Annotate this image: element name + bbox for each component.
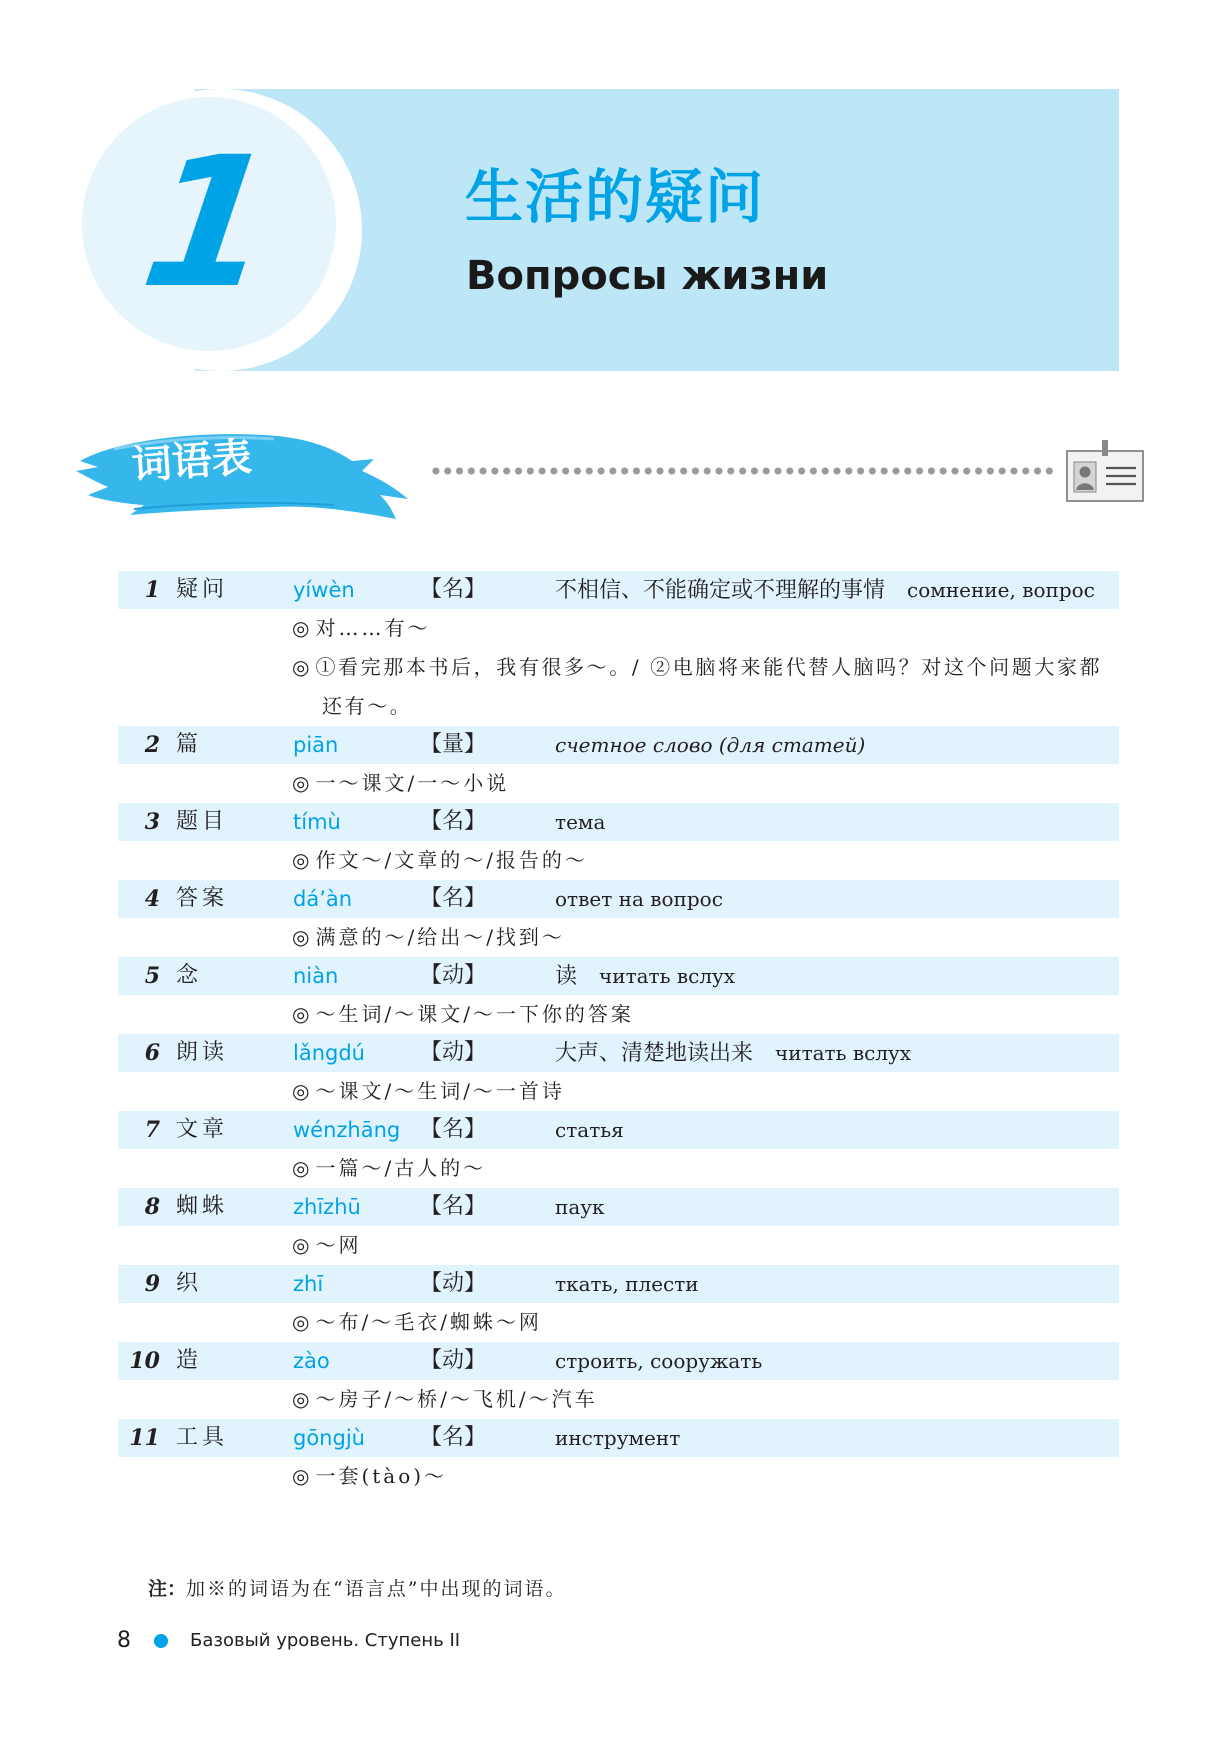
vocab-entry [118, 1188, 1119, 1226]
example-marker: ◎ [292, 925, 310, 949]
entry-example [118, 609, 1119, 648]
entry-definition [555, 571, 1095, 610]
entry-number: 1 [144, 577, 160, 603]
entry-part-of-speech: 【动】 [420, 1348, 487, 1373]
entry-pinyin: dá’àn [293, 887, 353, 911]
entry-number: 2 [144, 732, 160, 758]
vocab-entry [118, 803, 1119, 841]
entry-word: 篇 [176, 732, 203, 757]
entry-part-of-speech: 【名】 [420, 1194, 487, 1219]
vocab-entry [118, 1034, 1119, 1072]
vocab-entry [118, 726, 1119, 764]
entry-pinyin: zhī [293, 1272, 324, 1296]
entry-example [118, 764, 1119, 803]
entry-number: 6 [144, 1040, 160, 1066]
entry-number: 9 [144, 1271, 160, 1297]
example-marker: ◎ [292, 1387, 310, 1411]
entry-number: 8 [144, 1194, 160, 1220]
entry-number: 4 [144, 886, 160, 912]
entry-pinyin: zhīzhū [293, 1195, 361, 1219]
entry-definition-ru: строить, сооружать [555, 1349, 763, 1373]
example-text: 一套(tào)～ [315, 1464, 448, 1488]
example-text: ～课文/～生词/～一首诗 [315, 1079, 565, 1103]
entry-definition-ru: читать вслух [775, 1041, 912, 1065]
entry-example [118, 1380, 1119, 1419]
entry-example [118, 1226, 1119, 1265]
entry-word: 文章 [176, 1117, 229, 1142]
entry-example [118, 648, 1112, 726]
example-marker: ◎ [292, 616, 310, 640]
entry-definition-ru: паук [555, 1195, 605, 1219]
entry-pinyin: gōngjù [293, 1426, 365, 1450]
entry-definition-ru: ответ на вопрос [555, 887, 723, 911]
example-text: ～房子/～桥/～飞机/～汽车 [315, 1387, 598, 1411]
example-marker: ◎ [292, 1233, 310, 1257]
vocab-entry [118, 1111, 1119, 1149]
example-marker: ◎ [292, 1156, 310, 1180]
entry-part-of-speech: 【动】 [420, 1040, 487, 1065]
entry-word: 造 [176, 1348, 203, 1373]
entry-definition-zh: 读 [555, 964, 578, 989]
entry-part-of-speech: 【动】 [420, 1271, 487, 1296]
example-text: ～网 [315, 1233, 362, 1257]
vocab-entry [118, 957, 1119, 995]
entry-part-of-speech: 【动】 [420, 963, 487, 988]
entry-definition-ru: ткать, плести [555, 1272, 699, 1296]
example-text: 作文～/文章的～/报告的～ [315, 848, 588, 872]
entry-part-of-speech: 【名】 [420, 809, 487, 834]
example-marker: ◎ [292, 848, 310, 872]
entry-part-of-speech: 【名】 [420, 886, 487, 911]
entry-part-of-speech: 【名】 [420, 1425, 487, 1450]
entry-definition [555, 1034, 911, 1073]
vocab-entry [118, 1342, 1119, 1380]
dotted-divider [430, 466, 1054, 476]
entry-definition-ru: счетное слово (для статей) [555, 733, 866, 757]
entry-part-of-speech: 【名】 [420, 1117, 487, 1142]
entry-word: 朗读 [176, 1040, 229, 1065]
vocab-entry [118, 880, 1119, 918]
entry-word: 蜘蛛 [176, 1194, 229, 1219]
entry-part-of-speech: 【量】 [420, 732, 487, 757]
example-text: 一～课文/一～小说 [315, 771, 510, 795]
example-marker: ◎ [292, 771, 310, 795]
id-card-icon [1066, 440, 1144, 502]
example-marker: ◎ [292, 655, 310, 679]
entry-example [118, 1457, 1119, 1496]
entry-number: 11 [129, 1425, 160, 1451]
chapter-number: 1 [131, 119, 287, 328]
entry-number: 5 [144, 963, 160, 989]
entry-word: 疑问 [176, 577, 229, 602]
entry-pinyin: tímù [293, 810, 341, 834]
example-text: ①看完那本书后，我有很多～。/ ②电脑将来能代替人脑吗？对这个问题大家都还有～。 [315, 655, 1103, 718]
vocabulary-list [118, 571, 1119, 1496]
entry-definition [555, 957, 735, 996]
example-marker: ◎ [292, 1310, 310, 1334]
entry-example [118, 1303, 1119, 1342]
footnote-label: 注： [148, 1578, 187, 1600]
entry-word: 工具 [176, 1425, 229, 1450]
entry-pinyin: piān [293, 733, 339, 757]
entry-number: 10 [129, 1348, 160, 1374]
example-marker: ◎ [292, 1079, 310, 1103]
entry-definition-zh: 大声、清楚地读出来 [555, 1041, 754, 1066]
footnote-text: 加※的词语为在“语言点”中出现的词语。 [186, 1578, 567, 1600]
example-text: 满意的～/给出～/找到～ [315, 925, 565, 949]
entry-example [118, 841, 1119, 880]
vocab-entry [118, 571, 1119, 609]
entry-part-of-speech: 【名】 [420, 577, 487, 602]
entry-example [118, 1149, 1119, 1188]
page-number: 8 [117, 1628, 131, 1653]
chapter-title-ru: Вопросы жизни [466, 253, 829, 299]
entry-word: 织 [176, 1271, 203, 1296]
entry-number: 7 [144, 1117, 160, 1143]
example-text: 一篇～/古人的～ [315, 1156, 487, 1180]
entry-number: 3 [144, 809, 160, 835]
vocab-entry [118, 1265, 1119, 1303]
vocab-entry [118, 1419, 1119, 1457]
entry-pinyin: niàn [293, 964, 339, 988]
entry-definition-ru: тема [555, 810, 606, 834]
entry-definition-ru: читать вслух [599, 964, 736, 988]
running-footer: Базовый уровень. Ступень II [190, 1630, 461, 1651]
entry-pinyin: yíwèn [293, 578, 355, 602]
entry-example [118, 995, 1119, 1034]
entry-pinyin: lǎngdú [293, 1041, 365, 1065]
example-marker: ◎ [292, 1002, 310, 1026]
entry-definition-ru: инструмент [555, 1426, 681, 1450]
entry-definition-ru: статья [555, 1118, 624, 1142]
section-title: 词语表 [130, 434, 254, 489]
entry-definition-ru: сомнение, вопрос [907, 578, 1095, 602]
footer-bullet [154, 1634, 168, 1648]
example-text: ～生词/～课文/～一下你的答案 [315, 1002, 634, 1026]
entry-word: 念 [176, 963, 203, 988]
entry-word: 答案 [176, 886, 229, 911]
entry-word: 题目 [176, 809, 229, 834]
entry-pinyin: zào [293, 1349, 330, 1373]
entry-example [118, 1072, 1119, 1111]
example-text: ～布/～毛衣/蜘蛛～网 [315, 1310, 542, 1334]
example-text: 对……有～ [315, 616, 431, 640]
entry-definition-zh: 不相信、不能确定或不理解的事情 [555, 578, 886, 603]
example-marker: ◎ [292, 1464, 310, 1488]
chapter-title-zh: 生活的疑问 [465, 163, 766, 231]
entry-pinyin: wénzhāng [293, 1118, 401, 1142]
footnote [148, 1574, 566, 1604]
entry-example [118, 918, 1119, 957]
